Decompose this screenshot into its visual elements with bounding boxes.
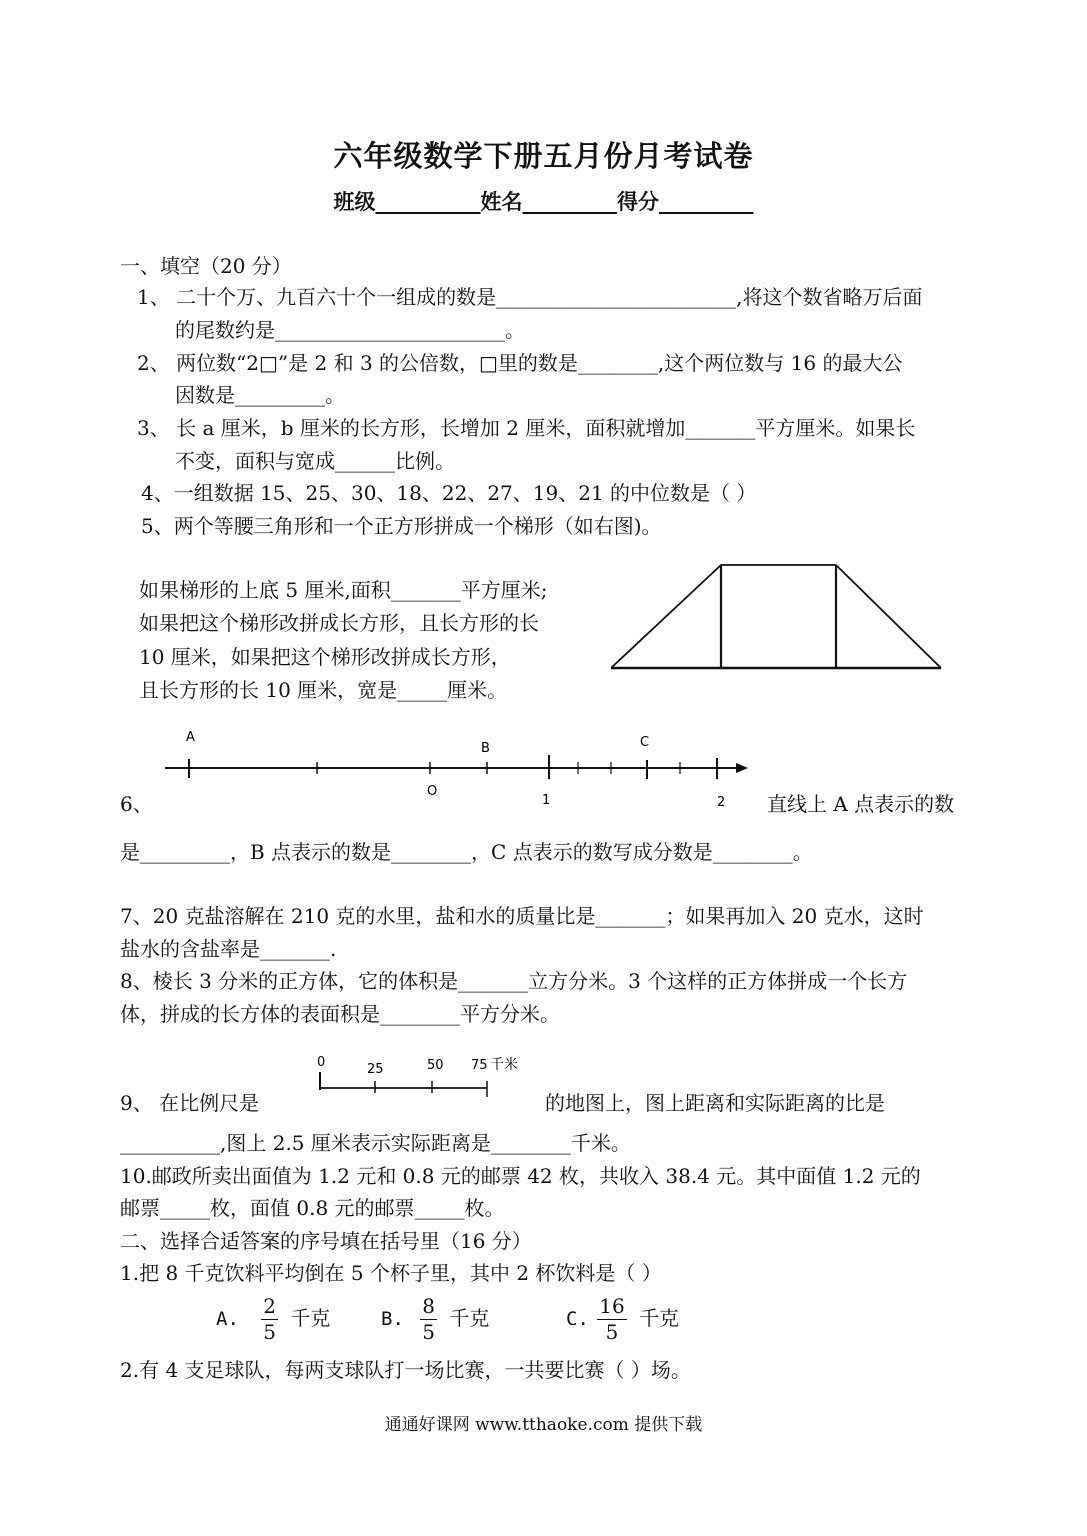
question-5-text-b: 如果把这个梯形改拼成长方形，且长方形的长	[139, 611, 539, 635]
question-5-text-a: 如果梯形的上底 5 厘米,面积_______平方厘米;	[139, 578, 548, 602]
choice-question-2: 2.有 4 支足球队，每两支球队打一场比赛，一共要比赛（ ）场。	[120, 1358, 691, 1382]
question-5-text-d: 且长方形的长 10 厘米，宽是_____厘米。	[139, 678, 508, 702]
question-1-line-2: 的尾数约是_______________________。	[175, 318, 525, 342]
question-8-line-1: 8、棱长 3 分米的正方体，它的体积是_______立方分米。3 个这样的正方体拼成一个长方	[120, 969, 908, 993]
option-a-numerator: 2	[263, 1294, 276, 1318]
option-b-label: B.	[381, 1308, 404, 1330]
trapezoid-outline	[611, 565, 941, 668]
scale-unit: 千米	[490, 1057, 518, 1073]
scale-label-50: 50	[427, 1058, 444, 1073]
question-4: 4、一组数据 15、25、30、18、22、27、19、21 的中位数是（ ）	[141, 481, 757, 505]
question-6-line-1: 直线上 A 点表示的数	[767, 792, 955, 816]
page-title: 六年级数学下册五月份月考试卷	[333, 139, 754, 173]
option-b-unit: 千克	[449, 1306, 490, 1330]
option-c-fraction	[597, 1296, 626, 1343]
option-a-denominator: 5	[263, 1320, 276, 1344]
question-10-line-1: 10.邮政所卖出面值为 1.2 元和 0.8 元的邮票 42 枚，共收入 38.4 元。其中面值 1.2 元的	[120, 1164, 921, 1188]
choice-question-1: 1.把 8 千克饮料平均倒在 5 个杯子里，其中 2 杯饮料是（ ）	[120, 1261, 662, 1285]
scale-label-25: 25	[367, 1062, 384, 1077]
question-5: 5、两个等腰三角形和一个正方形拼成一个梯形（如右图)。	[141, 514, 662, 538]
number-line-arrow	[736, 763, 748, 773]
question-3-line-2: 不变，面积与宽成______比例。	[175, 449, 455, 473]
question-3-line-1: 3、 长 a 厘米，b 厘米的长方形，长增加 2 厘米，面积就增加_______平方厘米。如果长	[137, 416, 916, 440]
section-2-title: 二、选择合适答案的序号填在括号里（16 分）	[120, 1229, 532, 1253]
question-6-line-2: 是_________，B 点表示的数是________，C 点表示的数写成分数是________。	[120, 840, 813, 864]
trapezoid-figure	[606, 560, 946, 675]
question-7-line-1: 7、20 克盐溶解在 210 克的水里，盐和水的质量比是_______；如果再加入 20 克水，这时	[120, 904, 924, 928]
option-a-unit: 千克	[290, 1306, 331, 1330]
question-2-line-1: 2、 两位数“2□”是 2 和 3 的公倍数，□里的数是________,这个两位数与 16 的最大公	[137, 351, 903, 375]
question-7-line-2: 盐水的含盐率是_______.	[120, 937, 337, 961]
question-6-number: 6、	[120, 792, 153, 816]
option-c-numerator: 16	[599, 1294, 625, 1318]
option-b-denominator: 5	[422, 1320, 435, 1344]
student-info-line: 班级__________姓名_________得分_________	[333, 189, 754, 214]
footer-text: 通通好课网 www.tthaoke.com 提供下载	[384, 1415, 703, 1435]
label-c: C	[640, 735, 650, 750]
option-b-numerator: 8	[422, 1294, 435, 1318]
option-a-fraction	[261, 1296, 278, 1343]
label-b: B	[481, 741, 490, 756]
scale-label-0: 0	[317, 1055, 326, 1070]
scale-label-75: 75	[471, 1058, 488, 1073]
section-1-title: 一、填空（20 分）	[120, 254, 292, 278]
label-two: 2	[717, 795, 726, 810]
question-5-text-c: 10 厘米，如果把这个梯形改拼成长方形，	[139, 645, 511, 669]
question-9-line-2: __________,图上 2.5 厘米表示实际距离是________千米。	[120, 1131, 631, 1155]
question-1-line-1: 1、 二十个万、九百六十个一组成的数是________________________,将这个数省略万后面	[137, 285, 923, 309]
label-zero: O	[427, 784, 438, 799]
label-a: A	[186, 730, 195, 745]
question-9-text-a: 9、 在比例尺是	[120, 1091, 260, 1115]
label-one: 1	[542, 793, 551, 808]
question-2-line-2: 因数是_________。	[175, 383, 345, 407]
option-c-denominator: 5	[605, 1320, 619, 1344]
question-10-line-2: 邮票_____枚，面值 0.8 元的邮票_____枚。	[120, 1196, 505, 1220]
option-a-label: A.	[216, 1308, 239, 1330]
option-c-label: C.	[566, 1308, 589, 1330]
choice-option-c	[566, 1296, 679, 1343]
number-line-figure	[160, 725, 760, 810]
option-b-fraction	[420, 1296, 437, 1343]
question-8-line-2: 体，拼成的长方体的表面积是________平方分米。	[120, 1002, 560, 1026]
question-9-text-b: 的地图上，图上距离和实际距离的比是	[545, 1091, 885, 1115]
option-c-unit: 千克	[639, 1306, 680, 1330]
choice-option-a	[216, 1296, 330, 1343]
choice-option-b	[381, 1296, 489, 1343]
scale-bar-figure	[312, 1050, 532, 1100]
